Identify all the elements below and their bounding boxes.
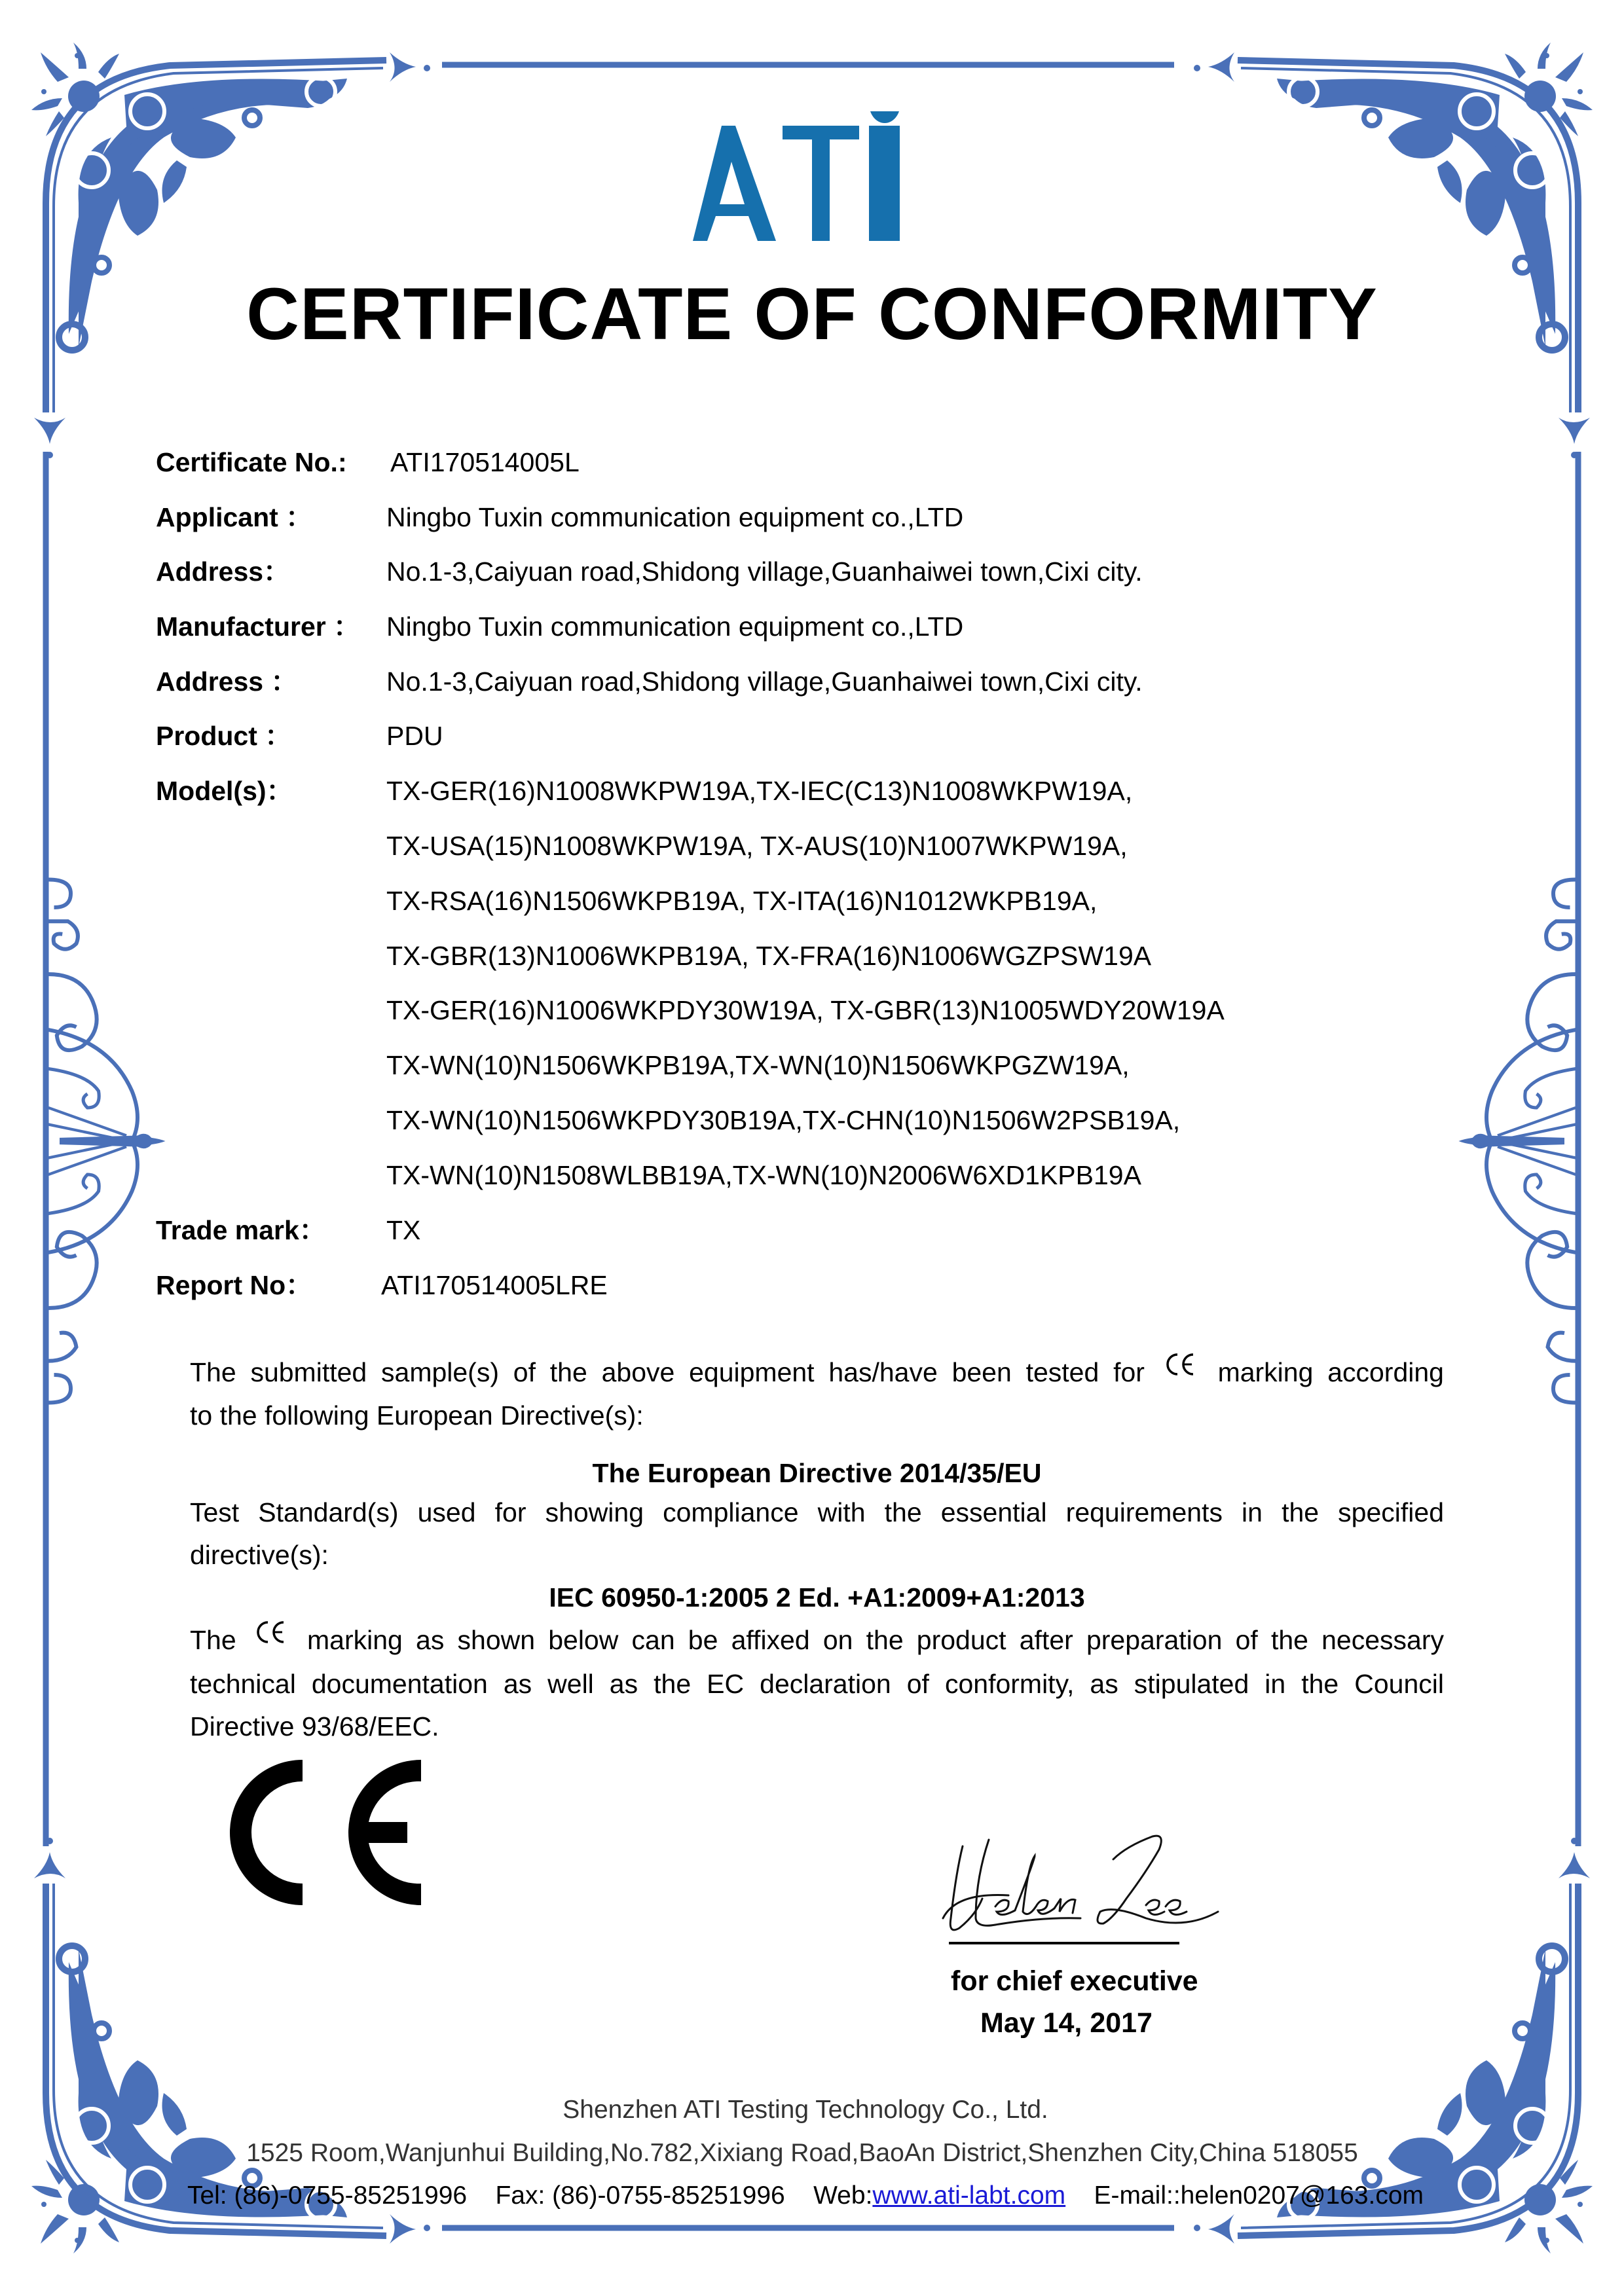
field-label: Address：: [156, 556, 291, 587]
field-value: No.1-3,Caiyuan road,Shidong village,Guanhaiwei town,Cixi city.: [386, 556, 1143, 587]
field-label: Manufacturer ：: [156, 611, 361, 642]
model-line: TX-WN(10)N1508WLBB19A,TX-WN(10)N2006W6XD1KPB19A: [386, 1160, 1141, 1190]
paragraph-ce-affixed-line2: technical documentation as well as the EC declaration of conformity, as stipulated in the Council: [190, 1669, 1444, 1699]
footer-company: Shenzhen ATI Testing Technology Co., Ltd.: [563, 2096, 1048, 2124]
paragraph-directive-intro: to the following European Directive(s):: [190, 1400, 644, 1430]
field-label: Product ：: [156, 721, 292, 751]
field-label: Address ：: [156, 666, 298, 697]
paragraph-text: marking according: [1217, 1357, 1444, 1387]
footer-address: 1525 Room,Wanjunhui Building,No.782,Xixiang Road,BaoAn District,Shenzhen City,China 518055: [246, 2139, 1358, 2167]
ce-mark-icon: [256, 1620, 287, 1644]
footer-email: E-mail::helen0207@163.com: [1094, 2181, 1424, 2210]
side-ornament-right: [1459, 880, 1576, 1403]
corner-ornament-top-right: [1194, 43, 1593, 458]
side-ornament-left: [48, 880, 166, 1403]
model-line: TX-RSA(16)N1506WKPB19A, TX-ITA(16)N1012WKPB19A,: [386, 886, 1098, 916]
ce-mark-logo: [226, 1760, 429, 1905]
paragraph-text: marking as shown below can be affixed on the product after preparation of the necessary: [307, 1625, 1444, 1655]
signature-line: [949, 1942, 1179, 1944]
model-line: TX-GER(16)N1008WKPW19A,TX-IEC(C13)N1008WKPW19A,: [386, 776, 1133, 806]
model-line: TX-WN(10)N1506WKPB19A,TX-WN(10)N1506WKPGZW19A,: [386, 1050, 1130, 1080]
field-value: PDU: [386, 721, 443, 751]
paragraph-text: The: [190, 1625, 236, 1655]
footer-contacts: [0, 2178, 1617, 2214]
test-standard-title: IEC 60950-1:2005 2 Ed. +A1:2009+A1:2013: [549, 1582, 1085, 1613]
model-line: TX-GER(16)N1006WKPDY30W19A, TX-GBR(13)N1005WDY20W19A: [386, 995, 1225, 1025]
corner-ornament-top-left: [31, 43, 430, 458]
signature-date: May 14, 2017: [980, 2007, 1153, 2039]
field-value: Ningbo Tuxin communication equipment co.,LTD: [386, 502, 964, 532]
field-label: Trade mark：: [156, 1215, 326, 1245]
field-value: TX: [386, 1215, 421, 1245]
field-value: Ningbo Tuxin communication equipment co.,LTD: [386, 611, 964, 642]
field-value: ATI170514005L: [390, 447, 580, 477]
paragraph-test-standard-cont: directive(s):: [190, 1540, 329, 1570]
paragraph-tested: [190, 1353, 1444, 1392]
signature: [936, 1820, 1225, 1938]
field-label: Report No：: [156, 1270, 313, 1300]
footer-fax: Fax: (86)-0755-85251996: [495, 2181, 785, 2210]
footer-web-link[interactable]: www.ati-labt.com: [872, 2181, 1066, 2210]
paragraph-text: The submitted sample(s) of the above equipment has/have been tested for: [190, 1357, 1145, 1387]
ati-logo: [681, 111, 930, 255]
certificate-title: CERTIFICATE OF CONFORMITY: [246, 273, 1378, 355]
model-line: TX-GBR(13)N1006WKPB19A, TX-FRA(16)N1006WGZPSW19A: [386, 941, 1152, 971]
footer-web-label: Web:: [813, 2181, 873, 2210]
field-value: No.1-3,Caiyuan road,Shidong village,Guanhaiwei town,Cixi city.: [386, 666, 1143, 697]
signatory-role: for chief executive: [951, 1965, 1198, 1997]
model-line: TX-USA(15)N1008WKPW19A, TX-AUS(10)N1007WKPW19A,: [386, 831, 1128, 861]
directive-title: The European Directive 2014/35/EU: [592, 1458, 1042, 1488]
paragraph-ce-affixed-line3: Directive 93/68/EEC.: [190, 1711, 439, 1741]
field-value: ATI170514005LRE: [381, 1270, 608, 1300]
ce-mark-icon: [1166, 1353, 1197, 1376]
field-label: Certificate No.:: [156, 447, 347, 477]
footer-tel: Tel: (86)-0755-85251996: [187, 2181, 468, 2210]
field-label: Applicant ：: [156, 502, 313, 532]
model-line: TX-WN(10)N1506WKPDY30B19A,TX-CHN(10)N1506W2PSB19A,: [386, 1105, 1181, 1135]
paragraph-ce-affixed: [190, 1620, 1444, 1660]
field-label: Model(s)：: [156, 776, 293, 806]
paragraph-test-standard: Test Standard(s) used for showing compliance with the essential requirements in the specified: [190, 1497, 1444, 1527]
